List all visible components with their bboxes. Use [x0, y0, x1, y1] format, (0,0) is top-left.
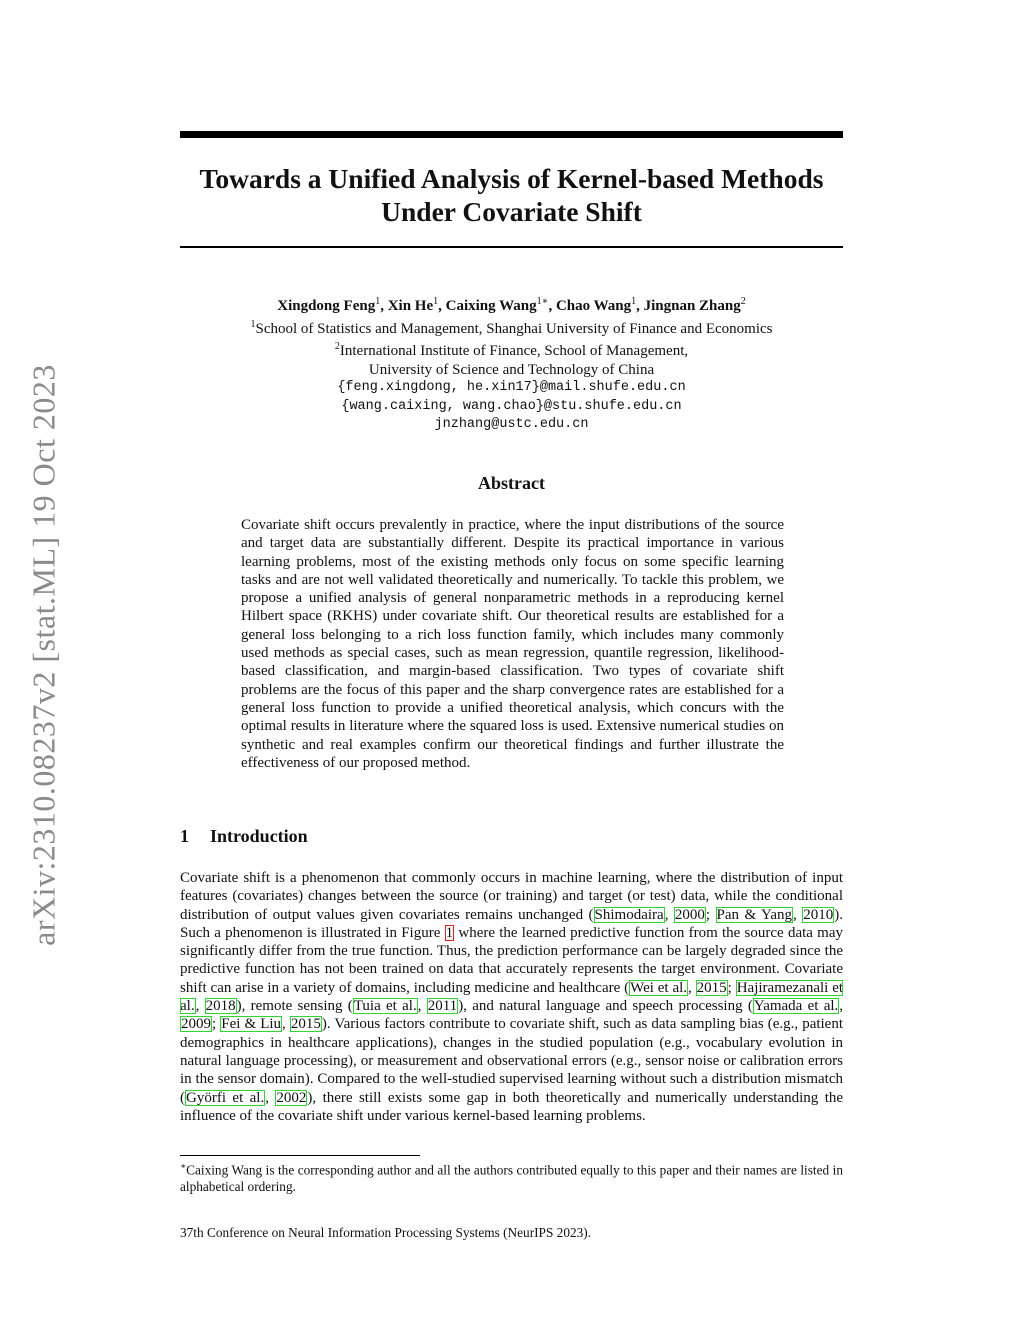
- footnote-rule: [180, 1155, 420, 1156]
- affiliation-1-text: School of Statistics and Management, Shanghai University of Finance and Economics: [255, 320, 773, 337]
- title-bottom-rule: [180, 246, 843, 248]
- title-line-2: Under Covariate Shift: [381, 196, 642, 227]
- intro-text: Covariate shift is a phenomenon that commonly occurs in machine learning, where the distribution of input features (covariates) changes between the source (or training) and target (or test) data, while the conditional distribution of output values given covariates remains unchanged (: [180, 870, 843, 923]
- footnote: [180, 1158, 843, 1195]
- intro-text: ), and natural language and speech processing (: [458, 998, 753, 1015]
- section-number: 1: [180, 826, 189, 846]
- email-2: {wang.caixing, wang.chao}@stu.shufe.edu.cn: [341, 398, 682, 414]
- citation-link[interactable]: 2015: [696, 979, 727, 996]
- footnote-mark: ∗: [180, 1161, 187, 1171]
- citation-link[interactable]: 2011: [427, 998, 458, 1015]
- intro-text: ,: [195, 998, 205, 1015]
- abstract-text: Covariate shift occurs prevalently in practice, where the input distributions of the source and target data are substantially different. Despite its practical importance in various learning problems, most of the existing methods only focus on some specific learning tasks and are not well validated theoretically and numerically. To tackle this problem, we propose a unified analysis of general nonparametric methods in a reproducing kernel Hilbert space (RKHS) under covariate shift. Our theoretical results are established for a general loss belonging to a rich loss function family, which includes many commonly used methods as special cases, such as mean regression, quantile regression, likelihood-based classification, and margin-based classification. Two types of covariate shift problems are the focus of this paper and the sharp convergence rates are established for a general loss function to provide a unified theoretical analysis, which concurs with the optimal results in literature where the squared loss is used. Extensive numerical studies on synthetic and real examples confirm our theoretical findings and further illustrate the effectiveness of our proposed method.: [241, 517, 784, 771]
- author-he: Xin He: [387, 298, 434, 314]
- corresponding-mark: ∗: [541, 296, 549, 307]
- email-3: jnzhang@ustc.edu.cn: [434, 417, 589, 432]
- intro-text: ,: [793, 906, 803, 923]
- author-wang-chao: Chao Wang: [555, 298, 632, 314]
- affil-mark: 1: [631, 296, 637, 307]
- author-block: [150, 293, 873, 435]
- citation-link[interactable]: Yamada et al.: [753, 998, 839, 1015]
- citation-link[interactable]: Györfi et al.: [186, 1089, 265, 1106]
- citation-link[interactable]: Tuia et al.: [353, 998, 417, 1015]
- venue-note: 37th Conference on Neural Information Processing Systems (NeurIPS 2023).: [180, 1225, 592, 1240]
- intro-text: ;: [212, 1016, 221, 1033]
- author-feng: Xingdong Feng: [277, 298, 376, 314]
- arxiv-stamp: [14, 350, 74, 960]
- intro-text: ,: [265, 1089, 276, 1106]
- affiliation-2-text: International Institute of Finance, School of Management,: [339, 343, 689, 359]
- intro-text: ,: [839, 998, 844, 1015]
- title-line-1: Towards a Unified Analysis of Kernel-based Methods: [199, 163, 824, 194]
- citation-link[interactable]: 2015: [290, 1016, 321, 1033]
- citation-link[interactable]: Wei et al.: [630, 979, 688, 996]
- section-title: Introduction: [210, 826, 308, 846]
- intro-text: ;: [705, 906, 716, 923]
- email-1: {feng.xingdong, he.xin17}@mail.shufe.edu.cn: [337, 380, 686, 395]
- citation-link[interactable]: 2010: [803, 906, 834, 923]
- author-wang-caixing: Caixing Wang: [445, 298, 537, 314]
- intro-text: ,: [417, 998, 427, 1015]
- citation-link[interactable]: 2009: [181, 1016, 211, 1033]
- affil-mark: 1: [536, 296, 542, 307]
- citation-link[interactable]: 2002: [276, 1089, 307, 1106]
- citation-link[interactable]: 2018: [205, 998, 236, 1015]
- intro-text: ;: [727, 979, 736, 996]
- affiliation-2-university: University of Science and Technology of China: [368, 361, 655, 378]
- figure-ref-link[interactable]: 1: [445, 924, 454, 941]
- affiliation-1: [150, 316, 873, 339]
- affil-mark: 1: [250, 318, 256, 330]
- citation-link[interactable]: Shimodaira: [594, 906, 664, 923]
- introduction-paragraph: [180, 869, 843, 1125]
- author-names: Xingdong Feng$^1$, Xin He$^1$, Caixing Wang$^{1∗}$, Chao Wang$^1$, Jingnan Zhang$^2$: [277, 296, 746, 314]
- intro-text: ). Such a phenomenon is illustrated in Figure: [180, 906, 844, 941]
- paper-title: [150, 162, 873, 228]
- title-top-rule: [180, 131, 843, 138]
- intro-text: ). Various factors contribute to covariate shift, such as data sampling bias (e.g., patient demographics in healthcare applications), changes in the studied population (e.g., vocabulary evolution in natural language processing), or measurement and observational errors (e.g., sensor noise or calibration errors in the sensor domain). Compared to the well-studied supervised learning without such a distribution mismatch (: [180, 1016, 844, 1106]
- affil-mark: 2: [334, 341, 340, 352]
- affil-mark: 2: [740, 296, 746, 307]
- intro-text: ), remote sensing (: [236, 998, 353, 1015]
- intro-text: ,: [688, 979, 696, 996]
- intro-text: ,: [664, 906, 674, 923]
- citation-link[interactable]: 2000: [674, 906, 705, 923]
- citation-link[interactable]: Fei & Liu: [221, 1016, 282, 1033]
- intro-text: ), there still exists some gap in both theoretically and numerically understanding the influence of the covariate shift under various kernel-based learning problems.: [180, 1089, 844, 1124]
- footnote-text: Caixing Wang is the corresponding author and all the authors contributed equally to this paper and their names are listed in alphabetical ordering.: [180, 1162, 843, 1195]
- arxiv-id: arXiv:2310.08237v2 [stat.ML] 19 Oct 2023: [25, 364, 62, 946]
- citation-link[interactable]: Pan & Yang: [716, 906, 793, 923]
- intro-text: where the learned predictive function from the source data may significantly differ from the true function. Thus, the prediction performance can be largely degraded since the predictive function has not been trained on data that accurately represents the target environment. Covariate shift can arise in a variety of domains, including medicine and healthcare (: [180, 924, 843, 996]
- affil-mark: 1: [433, 296, 439, 307]
- abstract-heading: Abstract: [478, 473, 545, 493]
- affil-mark: 1: [375, 296, 381, 307]
- intro-text: ,: [282, 1016, 290, 1033]
- section-heading: [180, 826, 308, 847]
- affiliation-2: [150, 338, 873, 361]
- author-zhang: Jingnan Zhang: [643, 298, 741, 314]
- citation-link[interactable]: Hajiramezanali et al.: [180, 979, 844, 1015]
